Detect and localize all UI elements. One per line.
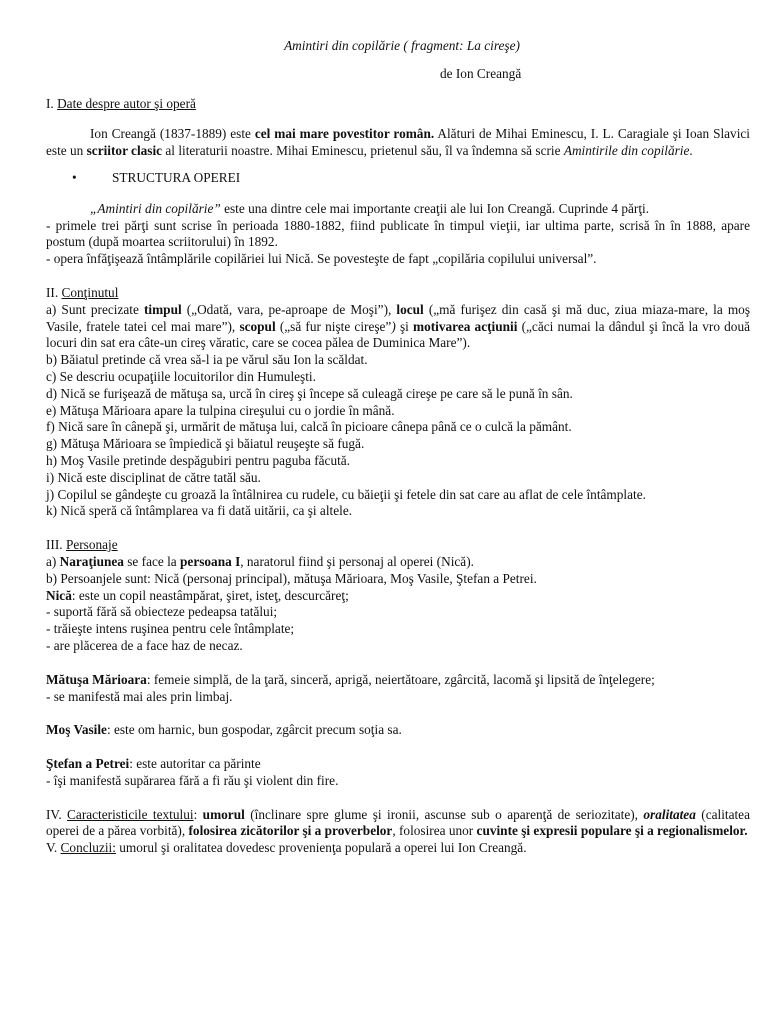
content-item: i) Nică este disciplinat de către tatăl său. bbox=[46, 469, 261, 485]
document-title: Amintiri din copilărie ( fragment: La cireşe) bbox=[284, 38, 520, 53]
section-title: Conţinutul bbox=[61, 284, 119, 300]
section-title: Caracteristicile textului bbox=[67, 806, 194, 822]
character-vasile bbox=[46, 722, 750, 739]
content-item: c) Se descriu ocupaţiile locuitorilor din Humuleşti. bbox=[46, 368, 316, 384]
character-trait: - îşi manifestă supărarea fără a fi rău şi violent din fire. bbox=[46, 772, 339, 788]
text-run: („căci numai la dândul şi încă la vro două locuri din sat era câte-un cireş văratic, care se cocea pălea de Duminica Mare”). bbox=[46, 318, 750, 351]
structure-bullet bbox=[46, 170, 750, 187]
author-paragraph bbox=[46, 126, 750, 160]
character-name: Nică bbox=[46, 587, 72, 603]
character-description: : este autoritar ca părinte bbox=[129, 756, 261, 772]
structure-paragraph bbox=[46, 201, 750, 218]
bold-text: scopul bbox=[239, 318, 276, 334]
content-item: h) Moş Vasile pretinde despăgubiri pentru paguba făcută. bbox=[46, 452, 351, 468]
section-number: IV. bbox=[46, 806, 68, 822]
section-title: Date despre autor şi operă bbox=[57, 95, 196, 111]
text-run: („Odată, vara, pe-aproape de Moşi”), bbox=[181, 301, 397, 317]
bold-text: cel mai mare povestitor român. bbox=[254, 126, 435, 142]
section-5-paragraph bbox=[46, 840, 750, 857]
structure-heading: STRUCTURA OPEREI bbox=[112, 169, 241, 185]
narration-line bbox=[46, 554, 750, 571]
bold-text: folosirea zicătorilor şi a proverbelor bbox=[188, 823, 393, 839]
text-run: , folosirea unor bbox=[392, 823, 477, 839]
text-run: (calitatea operei de a părea vorbită), bbox=[46, 806, 750, 839]
section-number: III. bbox=[46, 537, 66, 553]
content-item: d) Nică se furişează de mătuşa sa, urcă în cireş şi începe să culeagă cireşe pe care să le pună în sân. bbox=[46, 385, 573, 401]
text-run: („să fur nişte cireşe” bbox=[275, 318, 392, 334]
text-run: se face la bbox=[123, 553, 181, 569]
text-run: a) bbox=[46, 553, 60, 569]
text-run: („mă furişez din casă şi mă duc, ziua miaza-mare, la moş Vasile, fratele tatei cel mai mare”), bbox=[46, 301, 750, 334]
text-run: (înclinare spre glume şi ironii, ascunse sub o aparenţă de seriozitate), bbox=[244, 806, 644, 822]
character-trait: - trăieşte intens ruşinea pentru cele întâmplate; bbox=[46, 621, 295, 637]
text-run: este una dintre cele mai importante creaţii ale lui Ion Creangă. Cuprinde 4 părţi. bbox=[220, 200, 650, 216]
content-item: j) Copilul se gândeşte cu groază la întâlnirea cu rudele, cu băieţii şi fetele din sat care au aflat de cele întâmplate. bbox=[46, 486, 646, 502]
bold-text: timpul bbox=[143, 301, 182, 317]
section-1-heading bbox=[46, 96, 750, 113]
content-item: k) Nică speră că întâmplarea va fi dată uitării, ca şi altele. bbox=[46, 503, 353, 519]
character-name: Moş Vasile bbox=[46, 722, 107, 738]
section-title: Concluzii: bbox=[60, 840, 116, 856]
italic-text: „Amintiri din copilărie” bbox=[90, 200, 221, 216]
bold-text: persoana I bbox=[180, 553, 241, 569]
character-trait: - are plăcerea de a face haz de necaz. bbox=[46, 637, 243, 653]
character-trait: - se manifestă mai ales prin limbaj. bbox=[46, 688, 233, 704]
bold-text: locul bbox=[396, 301, 424, 317]
character-description: : femeie simplă, de la ţară, sinceră, aprigă, neiertătoare, zgârcită, lacomă şi lipsită de înţelegere; bbox=[146, 671, 655, 687]
section-number: II. bbox=[46, 284, 62, 300]
character-description: : este om harnic, bun gospodar, zgârcit precum soţia sa. bbox=[106, 722, 402, 738]
section-2-heading bbox=[46, 285, 750, 302]
content-item-a bbox=[46, 302, 750, 352]
characters-line: b) Persoanjele sunt: Nică (personaj principal), mătuşa Mărioara, Moş Vasile, Ştefan a Petrei. bbox=[46, 570, 537, 586]
document-author: de Ion Creangă bbox=[440, 65, 522, 81]
text-run: umorul şi oralitatea dovedesc provenienţa populară a operei lui Ion Creangă. bbox=[115, 840, 527, 856]
italic-text: ) bbox=[391, 318, 396, 334]
italic-text: Amintirile din copilărie bbox=[563, 143, 690, 159]
text-run: Alături de Mihai Eminescu, I. L. Caragiale şi Ioan Slavici este un bbox=[46, 126, 750, 159]
content-item: f) Nică sare în cânepă şi, urmărit de mătuşa lui, calcă în picioare cânepa până ce o culcă la pământ. bbox=[46, 419, 572, 435]
character-matusa bbox=[46, 672, 750, 689]
section-number: V. bbox=[46, 840, 61, 856]
bold-text: motivarea acţiunii bbox=[413, 318, 518, 334]
bullet-icon: • bbox=[72, 169, 77, 185]
section-number: I. bbox=[46, 95, 58, 111]
character-nica bbox=[46, 588, 750, 605]
character-name: Mătuşa Mărioara bbox=[46, 671, 147, 687]
section-3-heading bbox=[46, 537, 750, 554]
text-run: : bbox=[193, 806, 203, 822]
structure-line: - opera înfăţişează întâmplările copilăriei lui Nică. Se povesteşte de fapt „copilăria copilului universal”. bbox=[46, 251, 597, 267]
structure-line: - primele trei părţi sunt scrise în perioada 1880-1882, fiind publicate în timpul vieţii, iar ultima parte, scrisă în în 1888, apare postum (după moartea scriitorului) în 1892. bbox=[46, 217, 750, 250]
bold-text: scriitor clasic bbox=[86, 143, 163, 159]
section-title: Personaje bbox=[65, 537, 118, 553]
content-item: g) Mătuşa Mărioara se împiedică şi băiatul reuşeşte să fugă. bbox=[46, 436, 365, 452]
content-item: e) Mătuşa Mărioara apare la tulpina cireşului cu o jordie în mână. bbox=[46, 402, 395, 418]
character-trait: - suportă fără să obiecteze pedeapsa tatălui; bbox=[46, 604, 278, 620]
section-4-paragraph bbox=[46, 807, 750, 841]
bold-text: umorul bbox=[202, 806, 245, 822]
content-item: b) Băiatul pretinde că vrea să-l ia pe vărul său Ion la scăldat. bbox=[46, 352, 368, 368]
character-name: Ştefan a Petrei bbox=[46, 756, 130, 772]
bold-italic-text: oralitatea bbox=[643, 806, 696, 822]
text-run: , naratorul fiind şi personaj al operei (Nică). bbox=[240, 553, 474, 569]
text-run: al literaturii noastre. Mihai Eminescu, prietenul său, îl va îndemna să scrie bbox=[162, 143, 564, 159]
bold-text: Naraţiunea bbox=[59, 553, 124, 569]
character-stefan bbox=[46, 756, 750, 773]
text-run: a) Sunt precizate bbox=[46, 301, 144, 317]
text-run: . bbox=[689, 143, 693, 159]
bold-text: cuvinte şi expresii populare şi a regionalismelor. bbox=[476, 823, 748, 839]
character-description: : este un copil neastâmpărat, şiret, isteţ, descurcăreţ; bbox=[71, 587, 349, 603]
text-run: şi bbox=[395, 318, 414, 334]
text-run: Ion Creangă (1837-1889) este bbox=[90, 126, 255, 142]
